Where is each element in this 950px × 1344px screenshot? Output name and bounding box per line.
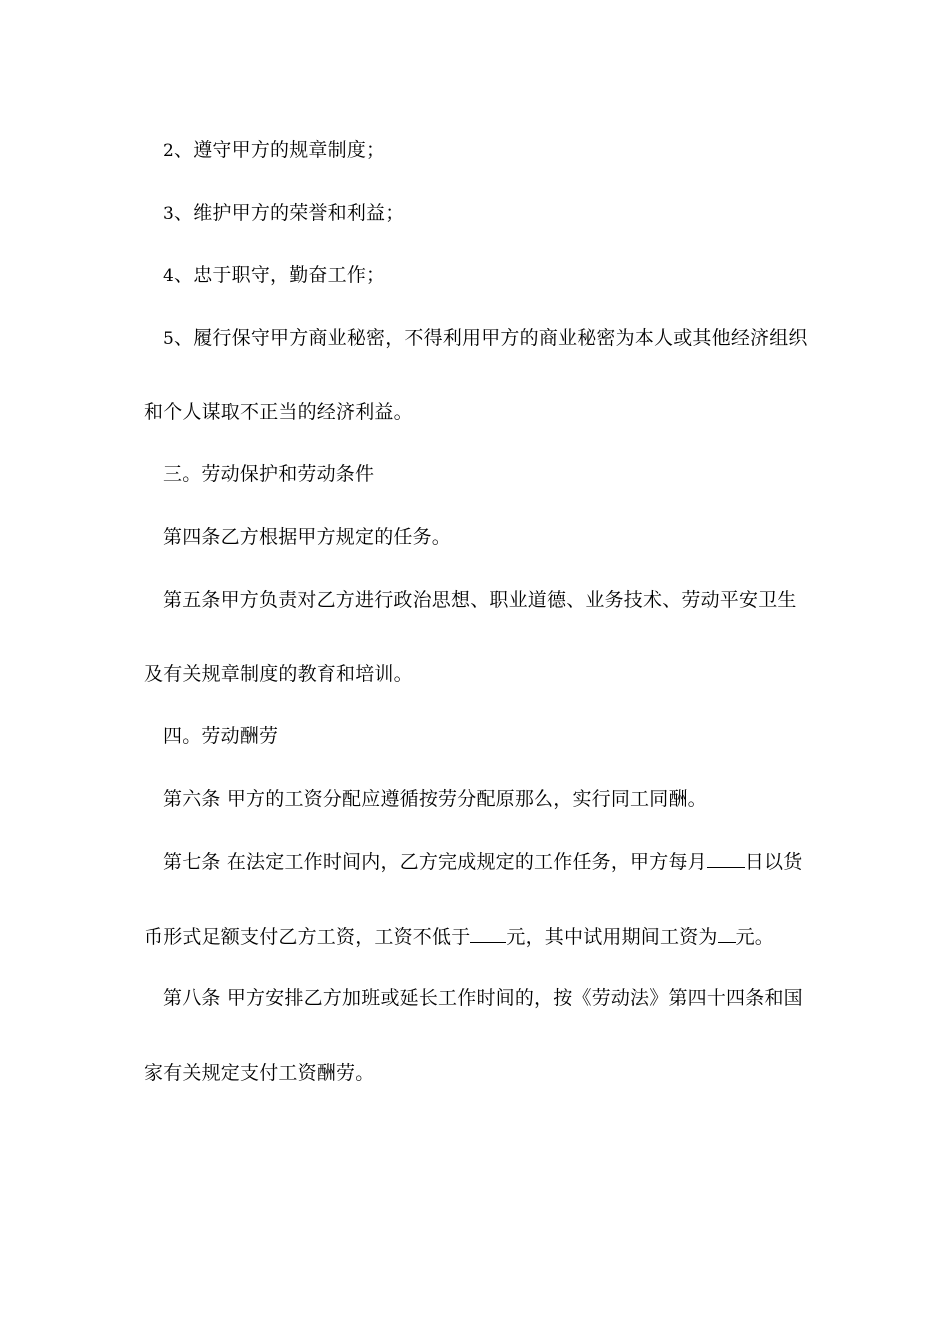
item-number: 2 [163, 141, 175, 161]
article-5-continued: 及有关规章制度的教育和培训。 [144, 663, 413, 685]
article-4: 第四条乙方根据甲方规定的任务。 [163, 526, 452, 548]
item-number: 3 [163, 204, 175, 224]
min-wage-blank [470, 924, 506, 943]
article-8: 第八条 甲方安排乙方加班或延长工作时间的，按《劳动法》第四十四条和国 [163, 987, 803, 1009]
clause-item-2 [163, 138, 385, 163]
probation-wage-blank [718, 924, 736, 943]
clause-item-5 [163, 326, 808, 351]
clause-item-3 [163, 201, 404, 226]
item-text: 、履行保守甲方商业秘密，不得利用甲方的商业秘密为本人或其他经济组织 [174, 327, 808, 349]
section-heading-labor-protection: 三。劳动保护和劳动条件 [163, 463, 375, 485]
article-7 [163, 849, 802, 874]
clause-item-4 [163, 263, 385, 288]
item-text: 、忠于职守，勤奋工作； [174, 264, 386, 286]
item-number: 4 [163, 266, 175, 286]
item-number: 5 [163, 329, 175, 349]
item-text: 、遵守甲方的规章制度； [174, 139, 386, 161]
clause-item-5-continued: 和个人谋取不正当的经济利益。 [144, 401, 413, 423]
article-7-continued [144, 924, 774, 949]
pay-day-blank [707, 849, 745, 868]
article-7-text-b: 日以货 [744, 851, 803, 873]
article-5: 第五条甲方负责对乙方进行政治思想、职业道德、业务技术、劳动平安卫生 [163, 589, 797, 611]
item-text: 、维护甲方的荣誉和利益； [174, 202, 405, 224]
article-8-continued: 家有关规定支付工资酬劳。 [144, 1062, 375, 1084]
article-7-text-e: 元。 [735, 926, 775, 948]
article-7-text-d: 元，其中试用期间工资为 [506, 926, 718, 948]
article-7-text-c: 币形式足额支付乙方工资，工资不低于 [144, 926, 471, 948]
section-heading-remuneration: 四。劳动酬劳 [163, 725, 279, 747]
article-6: 第六条 甲方的工资分配应遵循按劳分配原那么，实行同工同酬。 [163, 788, 707, 810]
article-7-text-a: 第七条 在法定工作时间内，乙方完成规定的工作任务，甲方每月 [163, 851, 707, 873]
